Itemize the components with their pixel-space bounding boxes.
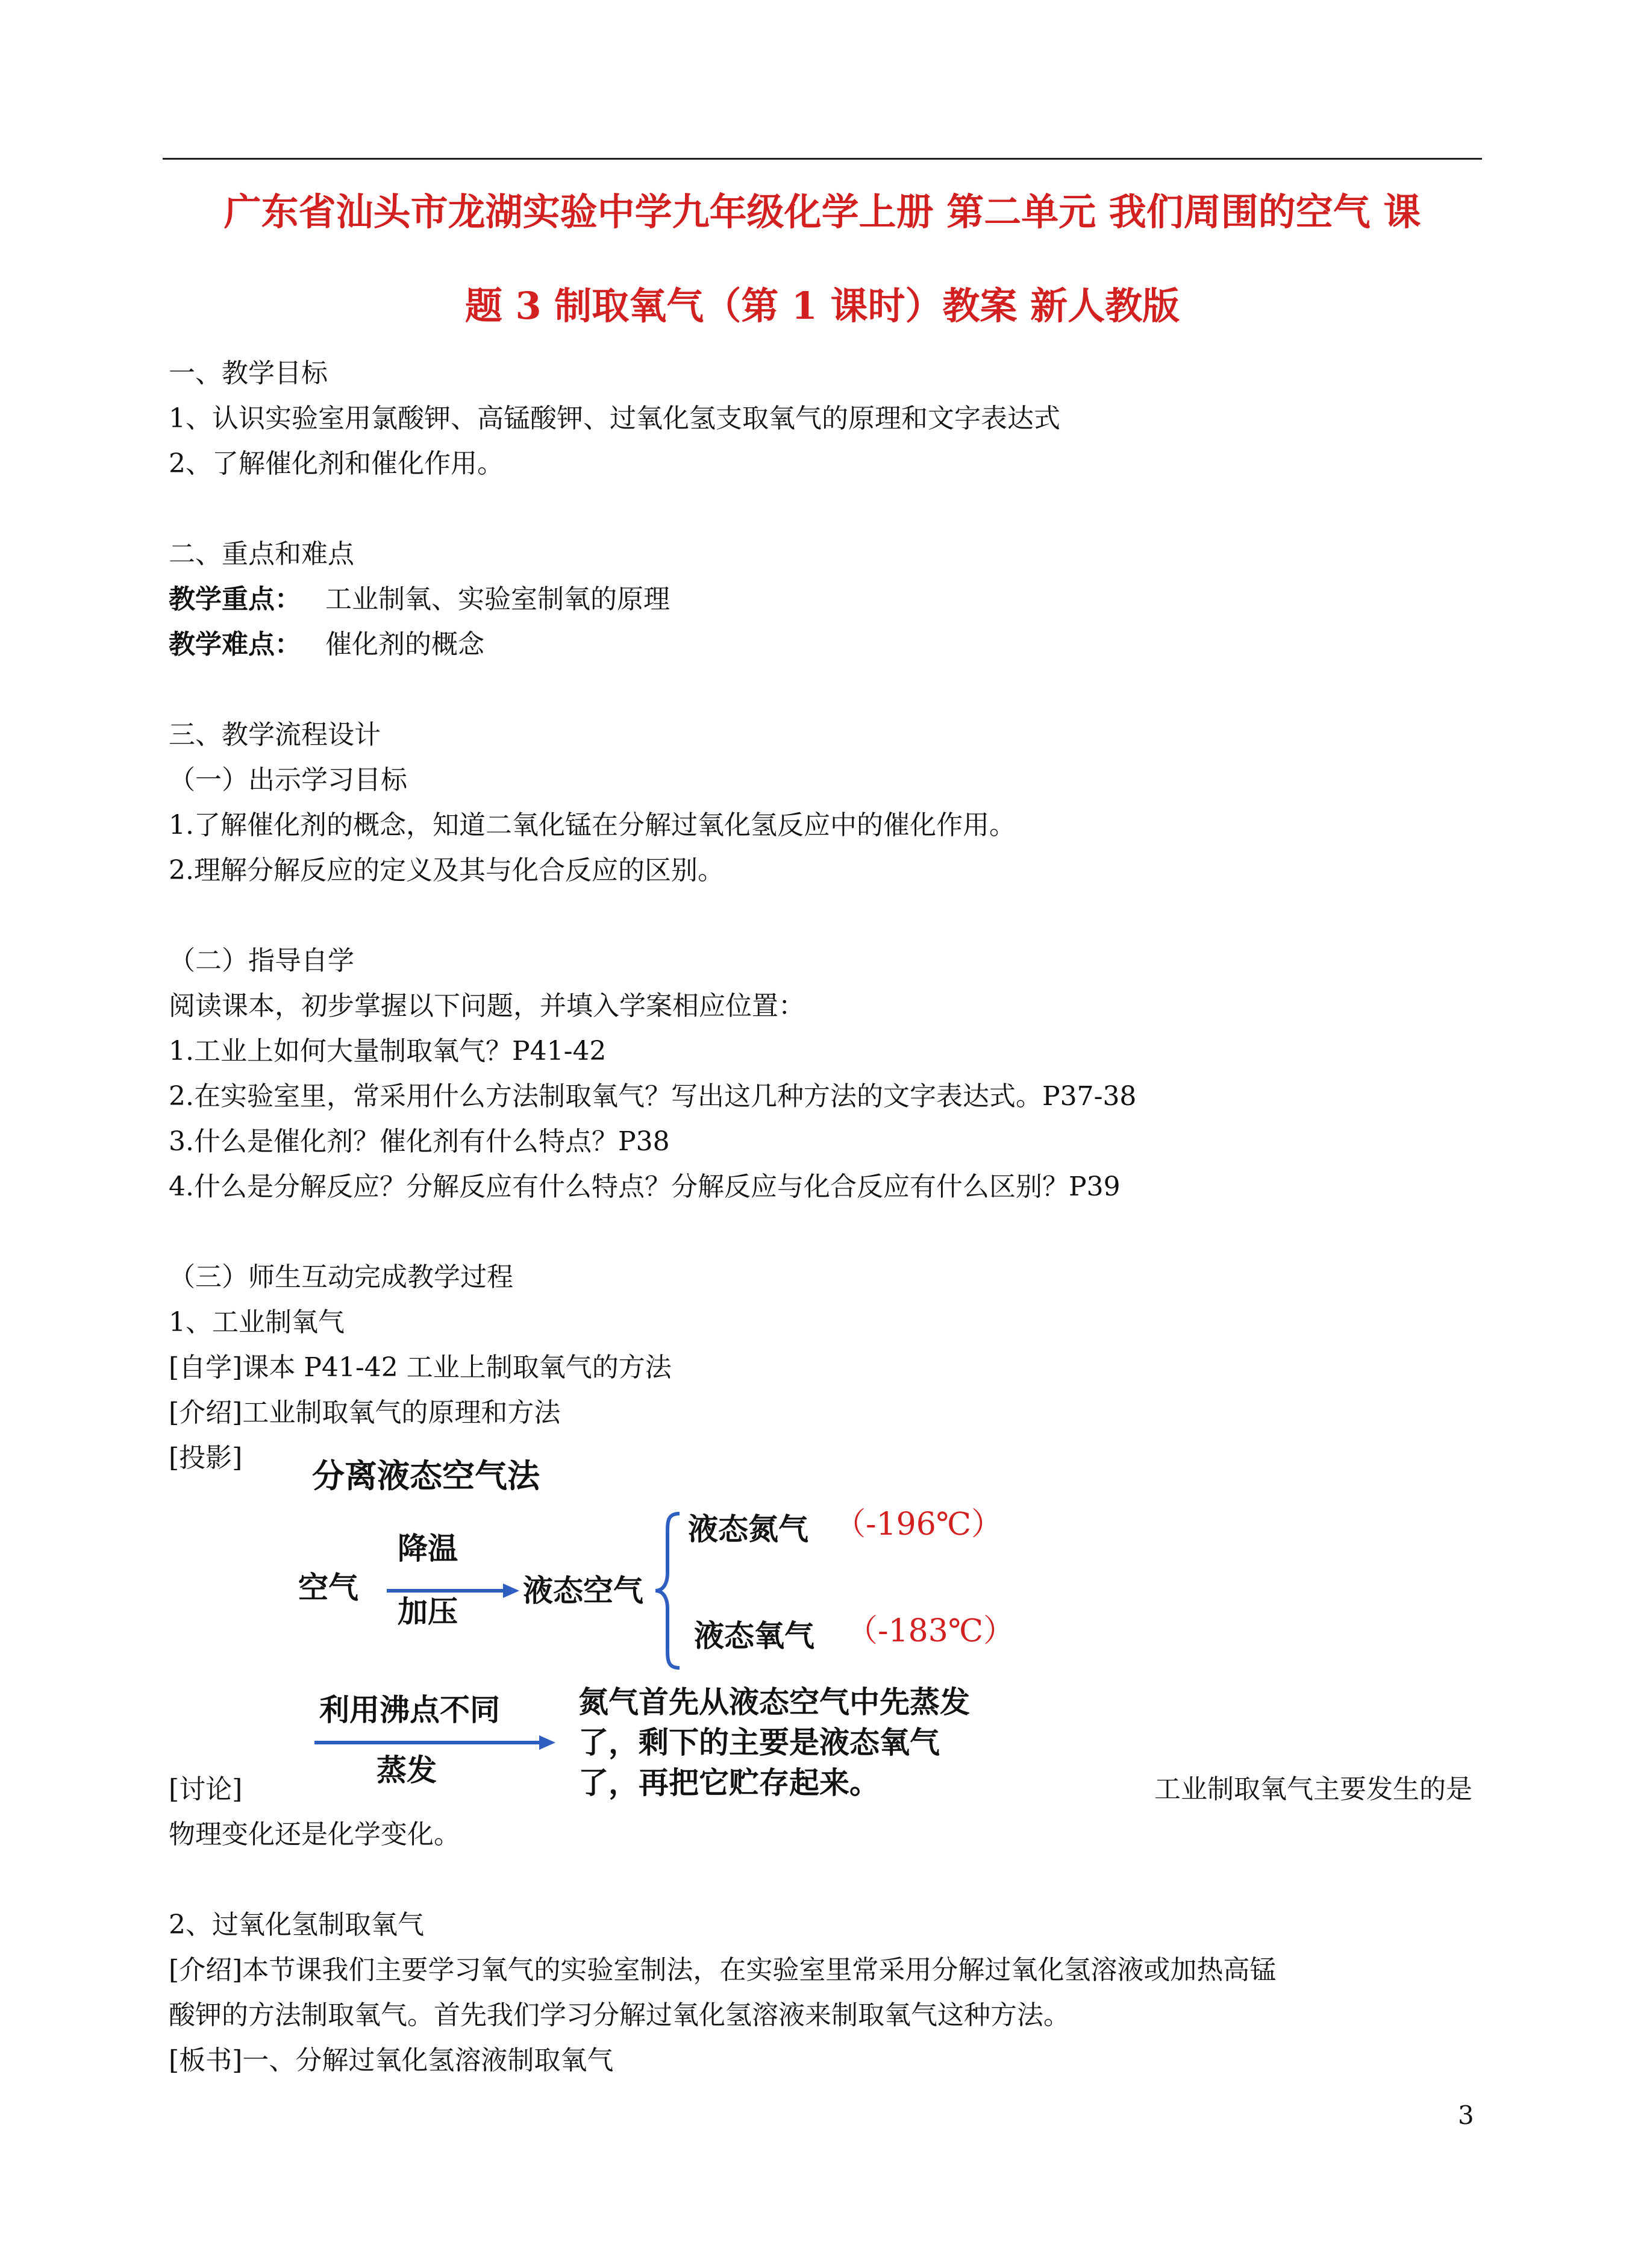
label-different-boiling-points: 利用沸点不同 bbox=[319, 1693, 500, 1728]
self-study-note: [自学]课本 P41-42 工业上制取氧气的方法 bbox=[169, 1352, 672, 1383]
lab-method-intro-line-1: [介绍]本节课我们主要学习氧气的实验室制法，在实验室里常采用分解过氧化氢溶液或加热高锰 bbox=[169, 1955, 1277, 1985]
diagram-heading: 分离液态空气法 bbox=[312, 1457, 540, 1495]
blackboard-note: [板书]一、分解过氧化氢溶液制取氧气 bbox=[169, 2045, 614, 2076]
question-2: 2.在实验室里，常采用什么方法制取氧气？写出这几种方法的文字表达式。P37-38 bbox=[169, 1081, 1137, 1112]
industrial-oxygen-heading: 1、工业制氧气 bbox=[169, 1307, 345, 1338]
key-point-label: 教学重点： bbox=[169, 584, 301, 615]
section-heading-process: 三、教学流程设计 bbox=[169, 719, 381, 750]
projection-label: [投影] bbox=[169, 1443, 243, 1473]
discussion-question-start: 工业制取氧气主要发生的是 bbox=[1154, 1774, 1472, 1805]
label-liquid-air: 液态空气 bbox=[523, 1573, 643, 1608]
goal-2: 2.理解分解反应的定义及其与化合反应的区别。 bbox=[169, 855, 724, 886]
objective-1: 1、认识实验室用氯酸钾、高锰酸钾、过氧化氢支取氧气的原理和文字表达式 bbox=[169, 403, 1060, 434]
question-4: 4.什么是分解反应？分解反应有什么特点？分解反应与化合反应有什么区别？P39 bbox=[169, 1171, 1121, 1202]
note-line-2: 了，剩下的主要是液态氧气 bbox=[578, 1725, 940, 1760]
discussion-label: [讨论] bbox=[169, 1774, 243, 1805]
oxygen-boiling-point: （-183℃） bbox=[846, 1613, 1014, 1649]
nitrogen-boiling-point: （-196℃） bbox=[834, 1506, 1002, 1543]
discussion-question-end: 物理变化还是化学变化。 bbox=[169, 1819, 460, 1850]
section-heading-objectives: 一、教学目标 bbox=[169, 358, 328, 389]
hydrogen-peroxide-heading: 2、过氧化氢制取氧气 bbox=[169, 1909, 424, 1940]
arrow-head-evaporate bbox=[539, 1735, 555, 1750]
question-1: 1.工业上如何大量制取氧气？P41-42 bbox=[169, 1036, 607, 1067]
page-number: 3 bbox=[1458, 2100, 1474, 2130]
key-point-text: 工业制氧、实验室制氧的原理 bbox=[325, 584, 670, 615]
subsection-interaction: （三）师生互动完成教学过程 bbox=[169, 1262, 513, 1292]
subsection-goals: （一）出示学习目标 bbox=[169, 765, 407, 795]
brace-shape bbox=[655, 1514, 680, 1668]
section-heading-key-points: 二、重点和难点 bbox=[169, 539, 354, 569]
document-title-line-2: 题 3 制取氧气（第 1 课时）教案 新人教版 bbox=[464, 284, 1180, 328]
intro-note: [介绍]工业制取氧气的原理和方法 bbox=[169, 1397, 561, 1428]
label-cooling: 降温 bbox=[398, 1531, 458, 1566]
lab-method-intro-line-2: 酸钾的方法制取氧气。首先我们学习分解过氧化氢溶液来制取氧气这种方法。 bbox=[169, 2000, 1070, 2031]
difficulty-label: 教学难点： bbox=[169, 629, 301, 660]
document-title-line-1: 广东省汕头市龙湖实验中学九年级化学上册 第二单元 我们周围的空气 课 bbox=[224, 190, 1421, 234]
label-pressurize: 加压 bbox=[398, 1594, 458, 1629]
label-liquid-oxygen: 液态氧气 bbox=[694, 1618, 814, 1653]
label-air: 空气 bbox=[298, 1570, 358, 1605]
question-3: 3.什么是催化剂？催化剂有什么特点？P38 bbox=[169, 1126, 670, 1157]
label-liquid-nitrogen: 液态氮气 bbox=[688, 1512, 808, 1547]
goal-1: 1.了解催化剂的概念，知道二氧化锰在分解过氧化氢反应中的催化作用。 bbox=[169, 810, 1016, 841]
self-study-intro: 阅读课本，初步掌握以下问题，并填入学案相应位置： bbox=[169, 991, 805, 1021]
difficulty-text: 催化剂的概念 bbox=[325, 629, 484, 660]
objective-2: 2、了解催化剂和催化作用。 bbox=[169, 448, 504, 479]
subsection-self-study: （二）指导自学 bbox=[169, 945, 354, 976]
note-line-1: 氮气首先从液态空气中先蒸发 bbox=[578, 1685, 970, 1720]
note-line-3: 了，再把它贮存起来。 bbox=[578, 1765, 880, 1800]
arrow-head-air bbox=[503, 1584, 519, 1598]
label-evaporate: 蒸发 bbox=[377, 1753, 437, 1788]
